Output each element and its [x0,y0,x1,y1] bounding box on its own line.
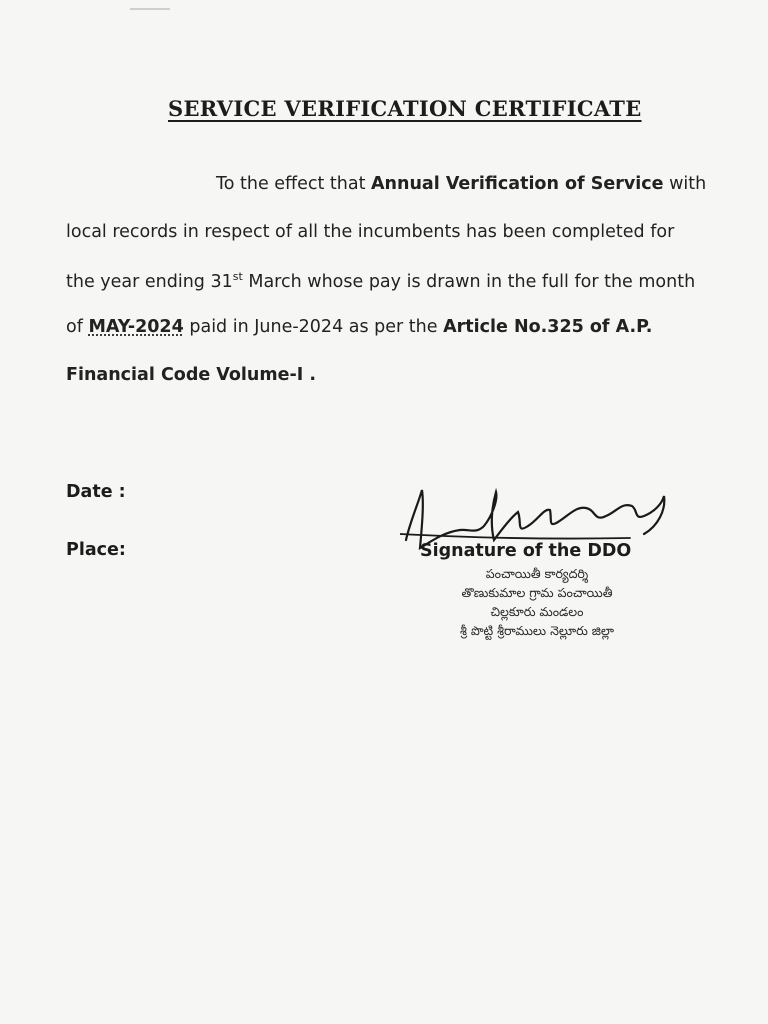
date-label: Date : [66,482,126,502]
stamp-line-3: చిల్లకూరు మండలం [490,604,584,619]
body-line-4-prefix: of [66,317,89,337]
stamp-line-2: తొణుకుమాల గ్రామ పంచాయితీ [461,585,613,600]
financial-code-reference: Financial Code Volume-I . [66,365,316,385]
body-line-1-prefix: To the effect that [216,174,372,194]
scan-edge-mark [130,8,170,10]
body-line-3-sup: st [232,270,243,283]
body-line-3-suffix: March whose pay is drawn in the full for the month [242,271,696,292]
stamp-line-1: పంచాయితీ కార్యదర్శి [485,566,589,581]
place-label: Place: [66,540,126,560]
body-line-4 [66,317,652,337]
official-stamp [412,564,662,640]
body-line-1 [216,174,706,194]
body-line-2: local records in respect of all the incumbents has been completed for [66,222,675,242]
article-reference: Article No.325 of A.P. [443,317,653,337]
month-value: MAY-2024 [88,317,184,337]
body-line-4-middle: paid in June-2024 as per the [183,317,444,337]
body-line-3-prefix: the year ending 31 [66,271,233,292]
stamp-line-4: శ్రీ పొట్టి శ్రీరాములు నెల్లూరు జిల్లా [459,623,615,638]
body-line-1-suffix: with [663,174,707,194]
body-line-3 [66,270,695,292]
body-line-5 [66,365,316,385]
certificate-title: SERVICE VERIFICATION CERTIFICATE [168,96,642,121]
body-line-1-bold: Annual Verification of Service [371,174,664,194]
signature-label: Signature of the DDO [420,541,632,561]
